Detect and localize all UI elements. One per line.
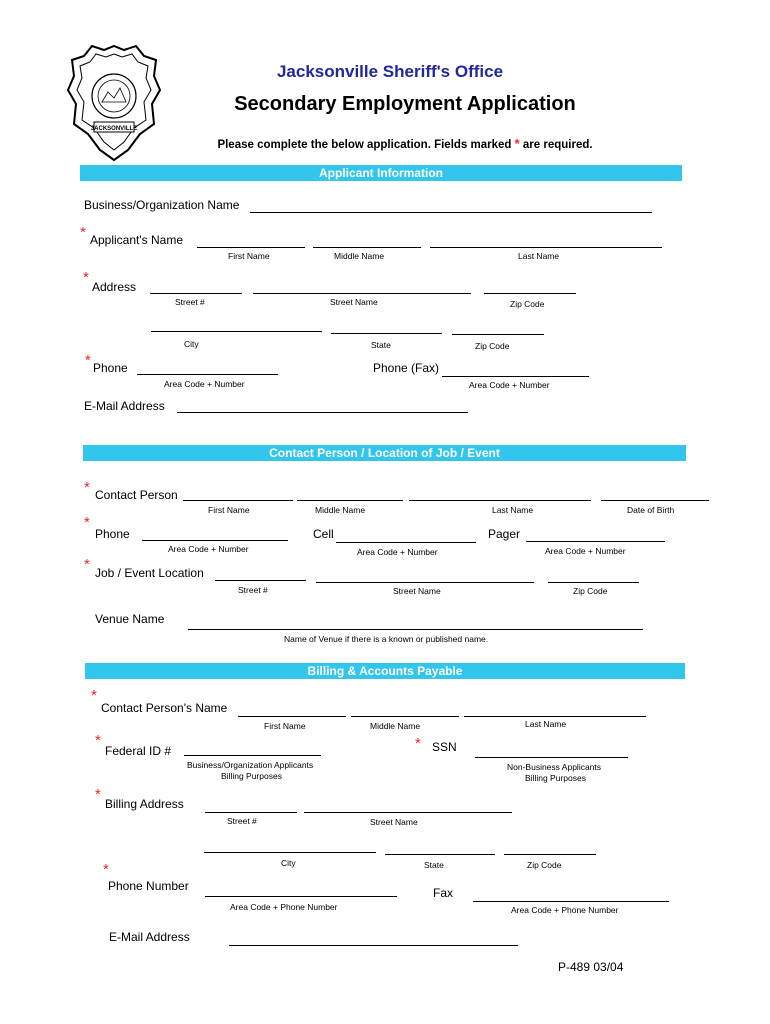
federal-id-caption-1: Business/Organization Applicants [187, 760, 314, 770]
federal-id-caption-2: Billing Purposes [221, 771, 282, 781]
applicant-phone-caption: Area Code + Number [164, 379, 245, 389]
billing-contact-label: Contact Person's Name [101, 701, 228, 715]
ssn-field[interactable] [475, 757, 628, 758]
applicant-street-number-caption: Street # [175, 297, 205, 307]
required-star-legend: * [514, 136, 520, 151]
applicant-city-caption: City [184, 339, 199, 349]
section-contact-header: Contact Person / Location of Job / Event [83, 445, 686, 461]
contact-pager-caption: Area Code + Number [545, 546, 626, 556]
contact-pager-label: Pager [488, 527, 521, 541]
required-star-icon: * [91, 687, 97, 704]
contact-cell-field[interactable] [336, 542, 476, 543]
job-location-label: Job / Event Location [95, 566, 204, 580]
required-star-icon: * [84, 479, 90, 496]
applicant-zip2-field[interactable] [452, 334, 544, 335]
billing-city-caption: City [281, 858, 296, 868]
required-star-icon: * [95, 732, 101, 749]
applicant-fax-caption: Area Code + Number [469, 380, 550, 390]
required-star-icon: * [80, 224, 86, 241]
instructions-before: Please complete the below application. Fields marked [217, 139, 512, 151]
applicant-email-label: E-Mail Address [84, 399, 165, 413]
applicant-name-label: Applicant's Name [90, 233, 183, 247]
billing-middle-name-field[interactable] [351, 716, 459, 717]
billing-email-field[interactable] [229, 945, 518, 946]
billing-street-name-field[interactable] [304, 812, 512, 813]
billing-fax-label: Fax [433, 886, 454, 900]
contact-dob-field[interactable] [601, 500, 709, 501]
applicant-zip-caption: Zip Code [510, 299, 545, 309]
contact-last-name-caption: Last Name [492, 505, 534, 515]
required-star-icon: * [95, 786, 101, 803]
billing-phone-caption: Area Code + Phone Number [230, 902, 338, 912]
section-billing-header: Billing & Accounts Payable [85, 663, 685, 679]
applicant-state-field[interactable] [331, 333, 442, 334]
applicant-last-name-caption: Last Name [518, 251, 560, 261]
contact-middle-name-caption: Middle Name [315, 505, 366, 515]
business-name-field[interactable] [250, 212, 652, 213]
business-name-label: Business/Organization Name [84, 198, 240, 212]
form-number: P-489 03/04 [558, 960, 624, 974]
sheriff-badge-logo [66, 42, 162, 164]
contact-person-label: Contact Person [95, 488, 178, 502]
contact-dob-caption: Date of Birth [627, 505, 675, 515]
instructions-after: are required. [522, 139, 593, 151]
applicant-street-number-field[interactable] [150, 293, 242, 294]
applicant-fax-field[interactable] [442, 376, 589, 377]
billing-street-name-caption: Street Name [370, 817, 418, 827]
billing-phone-field[interactable] [205, 896, 397, 897]
applicant-state-caption: State [371, 340, 391, 350]
contact-phone-caption: Area Code + Number [168, 544, 249, 554]
billing-street-number-caption: Street # [227, 816, 257, 826]
billing-middle-name-caption: Middle Name [370, 721, 421, 731]
contact-cell-caption: Area Code + Number [357, 547, 438, 557]
contact-phone-field[interactable] [142, 540, 288, 541]
federal-id-label: Federal ID # [105, 744, 172, 758]
applicant-zip-field[interactable] [484, 293, 576, 294]
contact-phone-label: Phone [95, 527, 130, 541]
applicant-first-name-field[interactable] [197, 247, 305, 248]
applicant-email-field[interactable] [177, 412, 468, 413]
billing-street-number-field[interactable] [205, 812, 297, 813]
required-star-icon: * [85, 352, 91, 369]
billing-state-field[interactable] [385, 854, 495, 855]
federal-id-field[interactable] [184, 755, 321, 756]
required-star-icon: * [103, 861, 109, 878]
job-zip-caption: Zip Code [573, 586, 608, 596]
venue-name-caption: Name of Venue if there is a known or published name. [284, 634, 489, 644]
contact-last-name-field[interactable] [409, 500, 591, 501]
ssn-caption-2: Billing Purposes [525, 773, 586, 783]
required-star-icon: * [83, 269, 89, 286]
billing-city-field[interactable] [204, 852, 376, 853]
billing-fax-caption: Area Code + Phone Number [511, 905, 619, 915]
billing-zip-field[interactable] [504, 854, 596, 855]
section-applicant-header: Applicant Information [80, 165, 682, 181]
job-street-name-field[interactable] [316, 582, 534, 583]
applicant-phone-label: Phone [93, 361, 128, 375]
contact-first-name-field[interactable] [183, 500, 293, 501]
job-street-name-caption: Street Name [393, 586, 441, 596]
applicant-middle-name-field[interactable] [313, 247, 421, 248]
billing-phone-label: Phone Number [108, 879, 189, 893]
ssn-caption-1: Non-Business Applicants [507, 762, 602, 772]
applicant-zip2-caption: Zip Code [475, 341, 510, 351]
billing-email-label: E-Mail Address [109, 930, 190, 944]
required-star-icon: * [84, 514, 90, 531]
contact-first-name-caption: First Name [208, 505, 250, 515]
billing-state-caption: State [424, 860, 444, 870]
job-street-number-field[interactable] [215, 580, 306, 581]
applicant-middle-name-caption: Middle Name [334, 251, 385, 261]
form-title: Secondary Employment Application [234, 93, 576, 115]
applicant-fax-label: Phone (Fax) [373, 361, 440, 375]
instructions [150, 136, 660, 151]
contact-middle-name-field[interactable] [297, 500, 403, 501]
job-street-number-caption: Street # [238, 585, 268, 595]
venue-name-label: Venue Name [95, 612, 165, 626]
applicant-first-name-caption: First Name [228, 251, 270, 261]
applicant-last-name-field[interactable] [430, 247, 662, 248]
applicant-phone-field[interactable] [137, 374, 278, 375]
job-zip-field[interactable] [548, 582, 639, 583]
contact-cell-label: Cell [313, 527, 334, 541]
venue-name-field[interactable] [188, 629, 643, 630]
agency-title: Jacksonville Sheriff's Office [276, 62, 504, 81]
applicant-city-field[interactable] [151, 331, 322, 332]
billing-last-name-field[interactable] [464, 716, 646, 717]
contact-pager-field[interactable] [526, 541, 665, 542]
billing-first-name-caption: First Name [264, 721, 306, 731]
applicant-street-name-field[interactable] [253, 293, 471, 294]
billing-first-name-field[interactable] [238, 716, 346, 717]
required-star-icon: * [415, 735, 421, 752]
applicant-street-name-caption: Street Name [330, 297, 378, 307]
badge-text: JACKSONVILLE [90, 126, 138, 132]
billing-address-label: Billing Address [105, 797, 184, 811]
billing-last-name-caption: Last Name [525, 719, 567, 729]
applicant-address-label: Address [92, 280, 137, 294]
billing-fax-field[interactable] [473, 901, 669, 902]
billing-zip-caption: Zip Code [527, 860, 562, 870]
required-star-icon: * [84, 556, 90, 573]
ssn-label: SSN [432, 740, 457, 754]
